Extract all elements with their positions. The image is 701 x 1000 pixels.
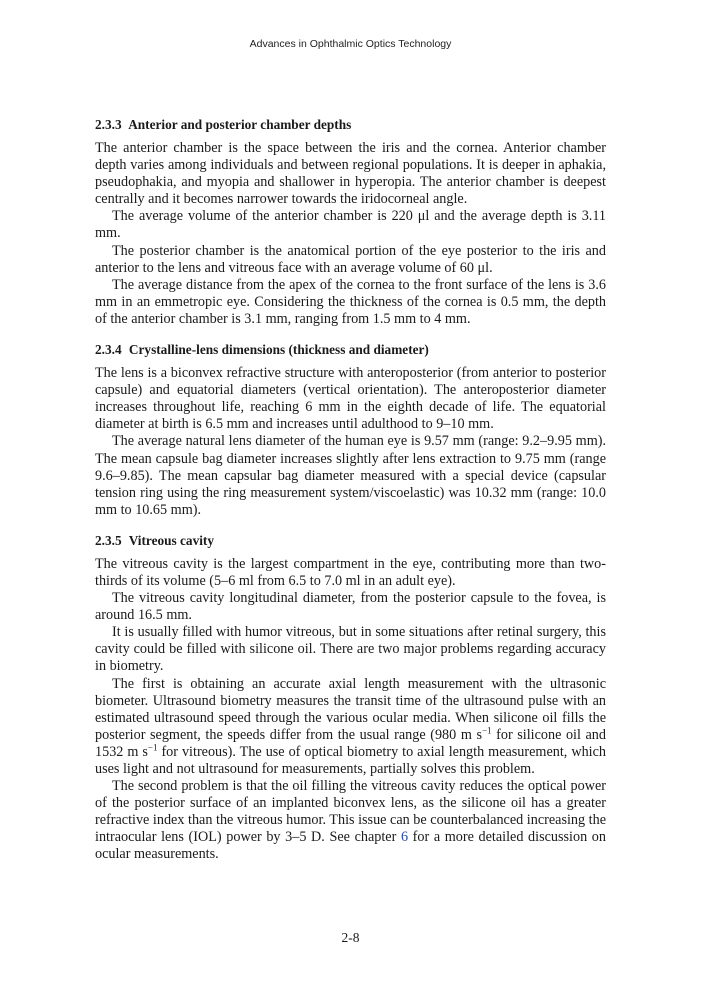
section-title: Vitreous cavity [128, 532, 214, 548]
paragraph: The vitreous cavity is the largest compartment in the eye, contributing more than two-thirds of its volume (5–6 ml from 6.5 to 7.0 ml in an adult eye). [95, 555, 606, 589]
paragraph: The average natural lens diameter of the human eye is 9.57 mm (range: 9.2–9.95 mm). The mean capsule bag diameter increases slightly after lens extraction to 9.75 mm (range 9.6–9.85). The mean capsular bag diameter measured with a special device (capsular tension ring using the ring measurement system/viscoelastic) was 10.32 mm (range: 10.0 mm to 10.65 mm). [95, 433, 606, 518]
paragraph: The average volume of the anterior chamber is 220 μl and the average depth is 3.11 mm. [95, 208, 606, 242]
page-number: 2-8 [341, 930, 360, 945]
section-number: 2.3.4 [95, 342, 122, 358]
section-heading [95, 341, 606, 358]
page-body [95, 116, 606, 877]
paragraph [95, 676, 606, 779]
paragraph-text: for vitreous). The use of optical biometry to axial length measurement, which uses light and not ultrasound for measurements, partially solves this problem. [95, 743, 606, 777]
paragraph-text: The second problem is that the oil filling the vitreous cavity reduces the optical power of the posterior surface of an implanted biconvex lens, as the silicone oil has a greater refractive index than the vitreous humor. This issue can be counterbalanced increasing the intraocular lens (IOL) power by 3–5 D. See chapter [95, 778, 606, 846]
section-title: Crystalline-lens dimensions (thickness and diameter) [128, 342, 429, 358]
section-2-3-5 [95, 532, 606, 864]
paragraph-text: for silicone oil and 1532 m s [95, 726, 606, 760]
section-heading [95, 532, 606, 549]
paragraph: The average distance from the apex of the cornea to the front surface of the lens is 3.6 mm in an emmetropic eye. Considering the thickness of the cornea is 0.5 mm, the depth of the anterior chamber is 3.1 mm, ranging from 1.5 mm to 4 mm. [95, 276, 606, 327]
paragraph-text: for a more detailed discussion on ocular measurements. [95, 829, 606, 863]
chapter-link[interactable]: 6 [400, 829, 409, 846]
superscript: −1 [147, 742, 158, 753]
paragraph: It is usually filled with humor vitreous, but in some situations after retinal surgery, this cavity could be filled with silicone oil. There are two major problems regarding accuracy in biometry. [95, 624, 606, 675]
paragraph: The lens is a biconvex refractive structure with anteroposterior (from anterior to posterior capsule) and equatorial diameters (vertical orientation). The anteroposterior diameter increases throughout life, reaching 6 mm in the eighth decade of life. The equatorial diameter at birth is 6.5 mm and increases until adulthood to 9–10 mm. [95, 365, 606, 433]
running-header: Advances in Ophthalmic Optics Technology [249, 38, 452, 50]
paragraph: The posterior chamber is the anatomical portion of the eye posterior to the iris and anterior to the lens and vitreous face with an average volume of 60 μl. [95, 242, 606, 276]
section-number: 2.3.3 [95, 117, 122, 132]
paragraph: The vitreous cavity longitudinal diameter, from the posterior capsule to the fovea, is around 16.5 mm. [95, 590, 606, 624]
section-heading [95, 116, 606, 133]
paragraph: The anterior chamber is the space between the iris and the cornea. Anterior chamber depth varies among individuals and between regional populations. It is deeper in aphakia, pseudophakia, and myopia and shallower in hyperopia. The anterior chamber is deepest centrally and it becomes narrower towards the iridocorneal angle. [95, 140, 606, 208]
section-number: 2.3.5 [95, 532, 122, 548]
section-title: Anterior and posterior chamber depths [128, 117, 352, 132]
superscript: −1 [481, 725, 492, 736]
paragraph-text: The first is obtaining an accurate axial length measurement with the ultrasonic biometer. Ultrasound biometry measures the transit time of the ultrasound pulse with an estimated ultrasound speed through the various ocular media. When silicone oil fills the posterior segment, the speeds differ from the usual range (980 m s [95, 675, 606, 743]
section-2-3-4 [95, 341, 606, 519]
paragraph [95, 778, 606, 863]
section-2-3-3 [95, 116, 606, 328]
